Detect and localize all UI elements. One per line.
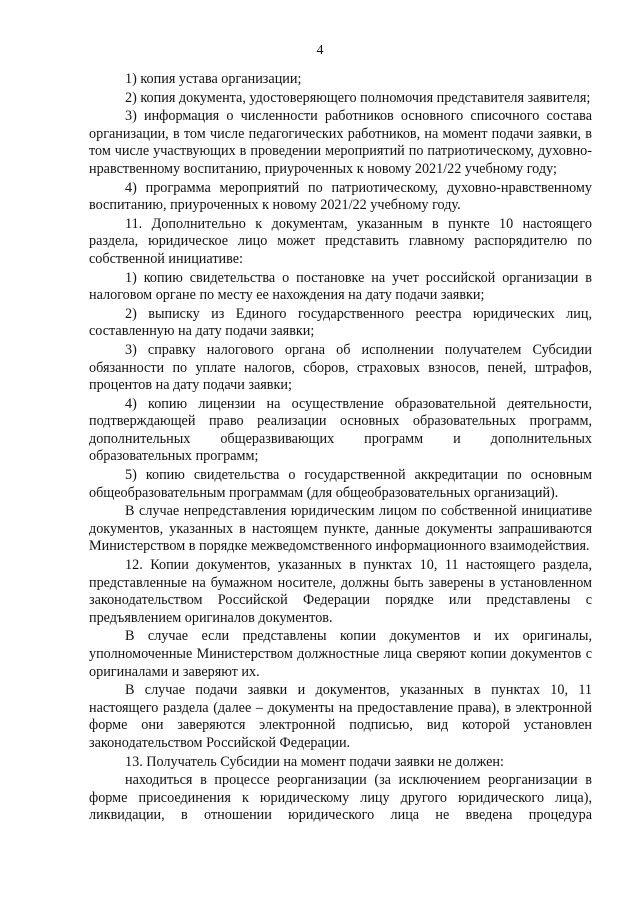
paragraph-11-3: 3) справку налогового органа об исполнении получателем Субсидии обязанности по уплате налогов, сборов, страховых взносов, пеней, штрафов, процентов на дату подачи заявки; (89, 341, 592, 394)
paragraph-11-4: 4) копию лицензии на осуществление образовательной деятельности, подтверждающей право реализации основных образовательных программ, дополнительных общеразвивающих программ и дополнительных образовательных программ; (89, 395, 592, 465)
paragraph-13: 13. Получатель Субсидии на момент подачи заявки не должен: (125, 753, 504, 770)
paragraph-11-note: В случае непредставления юридическим лицом по собственной инициативе документов, указанных в настоящем пункте, данные документы запрашиваются Министерством в порядке межведомственного информационного взаимодействия. (89, 503, 592, 555)
paragraph-13-condition: находиться в процессе реорганизации (за исключением реорганизации в форме присоединения к юридическому лицу другого юридического лица), ликвидации, в отношении юридического лица не введена процедура (89, 772, 592, 824)
paragraph-1-4: 4) программа мероприятий по патриотическому, духовно-нравственному воспитанию, приуроченных к новому 2021/22 учебному году. (89, 179, 592, 214)
paragraph-11-intro: 11. Дополнительно к документам, указанным в пункте 10 настоящего раздела, юридическое лицо может представить главному распорядителю по собственной инициативе: (89, 215, 592, 267)
paragraph-11-2: 2) выписку из Единого государственного реестра юридических лиц, составленную на дату подачи заявки; (89, 305, 592, 340)
document-body (89, 71, 592, 826)
paragraph-11-1: 1) копию свидетельства о постановке на учет российской организации в налоговом органе по месту ее нахождения на дату подачи заявки; (89, 269, 592, 304)
paragraph-1-3: 3) информация о численности работников основного списочного состава организации, в том числе педагогических работников, на момент подачи заявки, в том числе участвующих в проведении мероприятий по патриотическому, духовно-нравственному воспитанию, приуроченных к новому 2021/22 учебному году; (89, 108, 592, 177)
paragraph-1-1: 1) копия устава организации; (125, 71, 302, 87)
paragraph-12-electronic: В случае подачи заявки и документов, указанных в пунктах 10, 11 настоящего раздела (далее – документы на предоставление права), в электронной форме они заверяются электронной подписью, вид которой установлен законодательством Российской Федерации. (89, 682, 592, 751)
paragraph-1-2: 2) копия документа, удостоверяющего полномочия представителя заявителя; (125, 89, 591, 106)
paragraph-11-5: 5) копию свидетельства о государственной аккредитации по основным общеобразовательным программам (для общеобразовательных организаций). (89, 467, 592, 501)
paragraph-12: 12. Копии документов, указанных в пунктах 10, 11 настоящего раздела, представленные на бумажном носителе, должны быть заверены в установленном законодательством Российской Федерации порядке или представлены с предъявлением оригиналов документов. (89, 557, 592, 626)
page-number: 4 (316, 43, 324, 58)
paragraph-12-originals: В случае если представлены копии документов и их оригиналы, уполномоченные Министерством должностные лица сверяют копии документов с оригиналами и заверяют их. (89, 628, 592, 680)
